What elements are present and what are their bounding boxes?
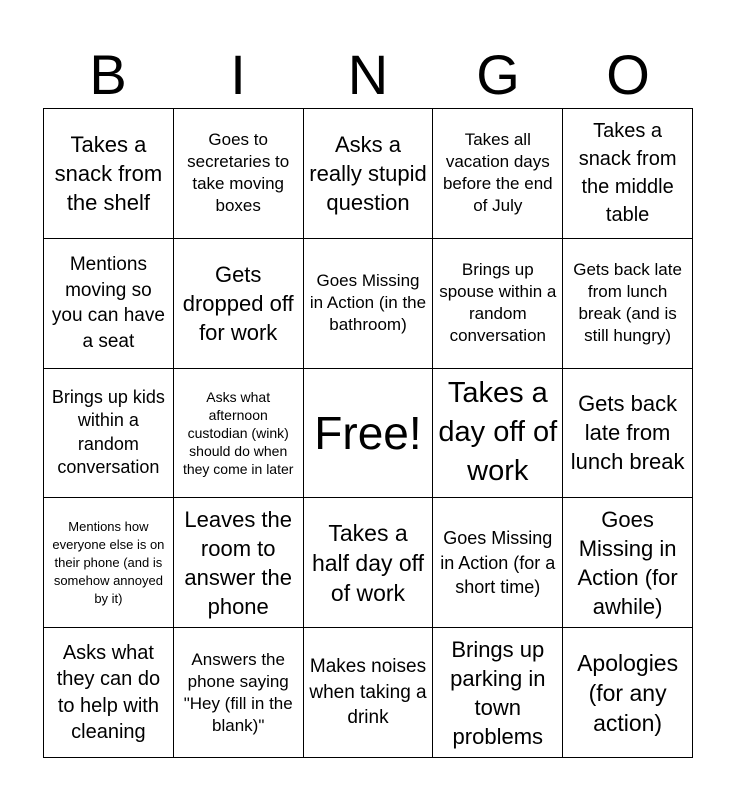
cell-text: Leaves the room to answer the phone <box>184 506 293 619</box>
bingo-cell[interactable] <box>563 109 693 239</box>
cell-text: Goes Missing in Action (for awhile) <box>577 506 678 619</box>
bingo-header <box>43 42 693 108</box>
cell-text: Goes Missing in Action (for a short time) <box>440 528 556 598</box>
bingo-cell[interactable] <box>433 498 563 628</box>
cell-text: Asks what they can do to help with cleaning <box>56 641 161 744</box>
cell-text: Brings up parking in town problems <box>450 636 546 749</box>
cell-text: Takes all vacation days before the end of July <box>442 130 553 216</box>
cell-text: Takes a day off of work <box>438 377 558 488</box>
cell-text: Asks a really stupid question <box>309 131 427 215</box>
bingo-cell[interactable] <box>433 239 563 369</box>
cell-text: Gets back late from lunch break <box>570 391 685 475</box>
cell-text: Asks what afternoon custodian (wink) should do when they come in later <box>182 388 294 477</box>
bingo-cell[interactable] <box>174 628 304 758</box>
bingo-cell[interactable] <box>174 239 304 369</box>
bingo-cell[interactable] <box>44 628 174 758</box>
bingo-cell[interactable] <box>563 628 693 758</box>
cell-text: Brings up kids within a random conversation <box>51 386 165 478</box>
bingo-card-grid <box>43 108 693 758</box>
cell-text: Answers the phone saying "Hey (fill in the blank)" <box>183 649 293 735</box>
cell-text: Mentions moving so you can have a seat <box>51 254 165 352</box>
bingo-cell[interactable] <box>304 239 434 369</box>
bingo-cell[interactable] <box>563 369 693 499</box>
header-letter-i: I <box>230 43 246 106</box>
bingo-cell[interactable] <box>304 628 434 758</box>
cell-text: Apologies (for any action) <box>577 649 679 736</box>
header-letter-b: B <box>89 43 127 106</box>
bingo-cell[interactable] <box>304 109 434 239</box>
bingo-cell[interactable] <box>563 239 693 369</box>
bingo-cell[interactable] <box>563 498 693 628</box>
bingo-cell[interactable] <box>433 109 563 239</box>
cell-text: Gets dropped off for work <box>182 261 294 345</box>
bingo-cell[interactable] <box>174 369 304 499</box>
header-letter-n: N <box>347 43 389 106</box>
cell-text: Takes a snack from the middle table <box>578 120 677 227</box>
bingo-cell[interactable] <box>433 369 563 499</box>
bingo-cell[interactable] <box>44 369 174 499</box>
header-letter-g: G <box>476 43 520 106</box>
cell-text: Takes a half day off of work <box>311 519 425 606</box>
bingo-cell[interactable] <box>304 369 434 499</box>
bingo-cell[interactable] <box>174 109 304 239</box>
bingo-cell[interactable] <box>44 109 174 239</box>
cell-text: Goes to secretaries to take moving boxes <box>187 130 290 216</box>
bingo-cell[interactable] <box>44 498 174 628</box>
bingo-cell[interactable] <box>44 239 174 369</box>
bingo-cell[interactable] <box>174 498 304 628</box>
header-letter-o: O <box>606 43 650 106</box>
free-space-text: Free! <box>314 406 422 459</box>
bingo-cell[interactable] <box>433 628 563 758</box>
cell-text: Takes a snack from the shelf <box>54 131 163 215</box>
cell-text: Brings up spouse within a random conversation <box>439 260 557 346</box>
bingo-cell[interactable] <box>304 498 434 628</box>
cell-text: Mentions how everyone else is on their phone (and is somehow annoyed by it) <box>52 518 165 606</box>
cell-text: Makes noises when taking a drink <box>309 656 427 729</box>
cell-text: Goes Missing in Action (in the bathroom) <box>309 271 427 335</box>
cell-text: Gets back late from lunch break (and is still hungry) <box>573 260 682 346</box>
